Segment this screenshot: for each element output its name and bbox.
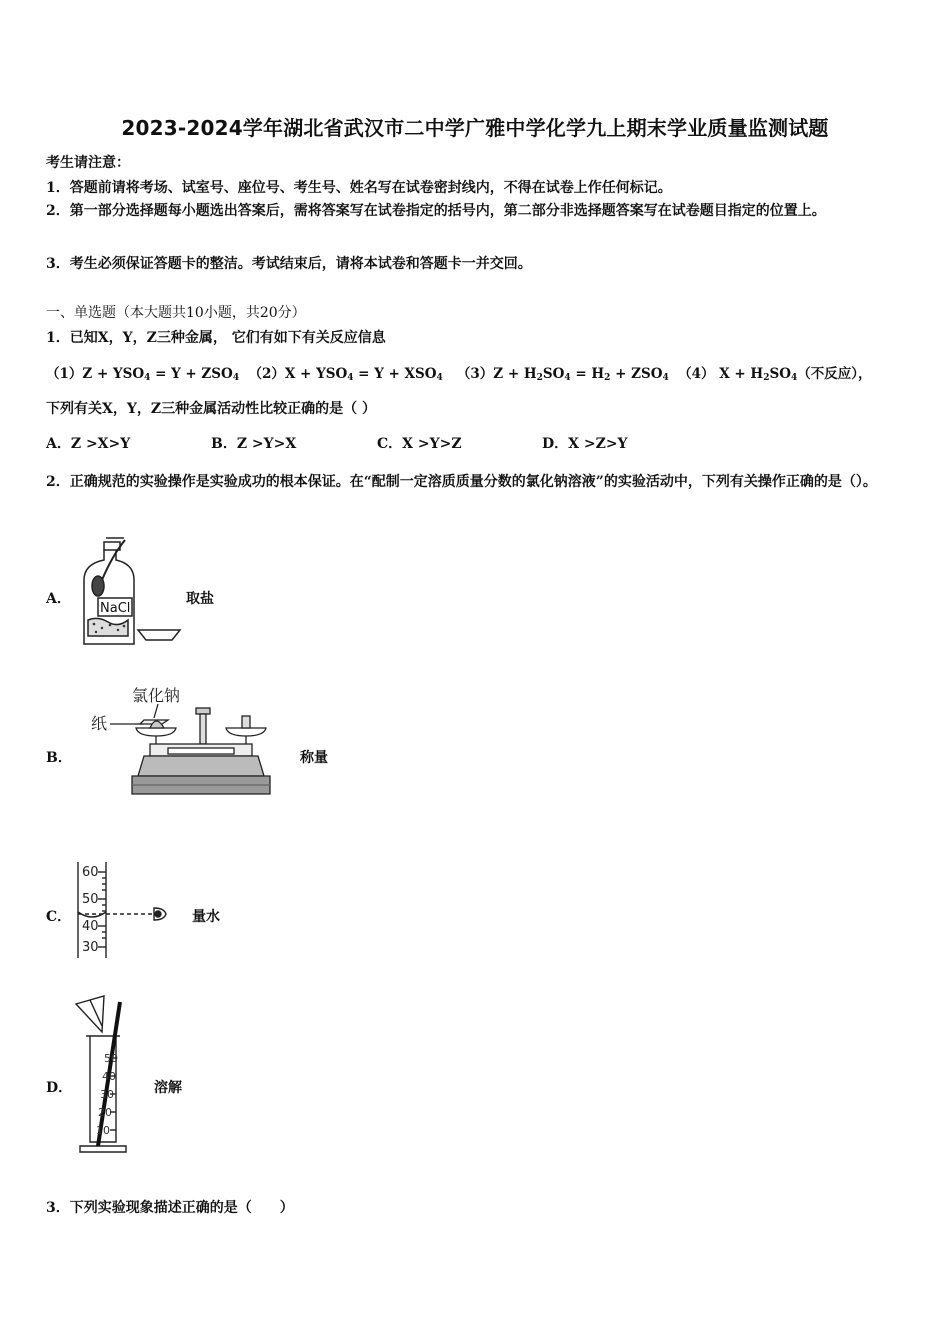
- subscript: 2: [604, 373, 611, 383]
- reaction-1-rest: = Y + ZSO: [150, 366, 233, 382]
- q2-option-a-label: 取盐: [186, 591, 214, 607]
- spoon-bowl: [92, 576, 104, 596]
- cyl-tick: 30: [82, 940, 99, 955]
- reaction-2: （2）X + YSO: [248, 366, 348, 382]
- reaction-1: （1）Z + YSO: [46, 366, 145, 382]
- q3-stem: 3．下列实验现象描述正确的是（ ）: [46, 1200, 294, 1216]
- subscript: 4: [144, 373, 151, 383]
- q1-option-b[interactable]: B．Z >Y>X: [211, 436, 297, 452]
- reaction-3: （3）Z + H: [456, 366, 537, 382]
- dissolving-figure: [74, 996, 154, 1156]
- beaker-tick: 30: [100, 1088, 114, 1101]
- cyl-tick: 50: [82, 892, 99, 907]
- section-heading: 一、单选题（本大题共10小题，共20分）: [46, 305, 306, 321]
- subscript: 4: [347, 373, 354, 383]
- notice-item-2: 2．第一部分选择题每小题选出答案后，需将答案写在试卷指定的括号内，第二部分非选择题答案写在试卷题目指定的位置上。: [46, 203, 826, 219]
- q1-stem: 1．已知X，Y，Z三种金属， 它们有如下有关反应信息: [46, 330, 386, 346]
- nacl-label: NaCl: [100, 601, 131, 616]
- subscript: 4: [232, 373, 240, 383]
- q2-option-c-label: 量水: [192, 909, 220, 925]
- subscript: 2: [763, 373, 770, 383]
- q1-question: 下列有关X，Y，Z三种金属活动性比较正确的是（ ）: [46, 401, 376, 417]
- subscript: 4: [564, 373, 571, 383]
- beaker-tick: 10: [96, 1124, 110, 1137]
- q1-option-c[interactable]: C．X >Y>Z: [377, 436, 462, 452]
- subscript: 4: [436, 373, 443, 383]
- notice-item-1: 1．答题前请将考场、试室号、座位号、考生号、姓名写在试卷密封线内，不得在试卷上作任何标记。: [46, 180, 672, 196]
- reaction-2-rest: = Y + XSO: [353, 366, 437, 382]
- reaction-4: （4） X + H: [678, 366, 764, 382]
- q2-option-b-label: 称量: [300, 750, 328, 766]
- subscript: 4: [662, 373, 669, 383]
- q2-stem: 2．正确规范的实验操作是实验成功的根本保证。在“配制一定溶质质量分数的氯化钠溶液”的实验活动中，下列有关操作正确的是（）。: [46, 474, 877, 490]
- beaker-tick: 50: [104, 1052, 118, 1065]
- reaction-4-tail: （不反应），: [797, 366, 872, 382]
- balance-paper-text: 纸: [91, 714, 108, 733]
- q2-option-d-label: 溶解: [154, 1080, 182, 1096]
- page-title: 2023-2024学年湖北省武汉市二中学广雅中学化学九上期末学业质量监测试题: [121, 116, 829, 140]
- cyl-tick: 40: [82, 919, 99, 934]
- subscript: 2: [536, 373, 543, 383]
- cyl-tick: 60: [82, 865, 99, 880]
- dish: [138, 630, 180, 640]
- graduated-cylinder-figure: [74, 862, 184, 962]
- q1-option-a[interactable]: A．Z >X>Y: [46, 436, 131, 452]
- q1-reactions: [46, 362, 872, 383]
- reaction-4-a: SO: [769, 366, 791, 382]
- q1-option-d[interactable]: D．X >Z>Y: [542, 436, 628, 452]
- beaker-tick: 40: [102, 1070, 116, 1083]
- balance-nacl-text: 氯化钠: [132, 686, 181, 705]
- q2-option-c-letter[interactable]: C．: [46, 909, 72, 925]
- notice-heading: 考生请注意：: [46, 155, 130, 171]
- reaction-3-c: + ZSO: [610, 366, 663, 382]
- notice-item-3: 3．考生必须保证答题卡的整洁。考试结束后，请将本试卷和答题卡一并交回。: [46, 256, 532, 272]
- salt-jar-figure: [76, 536, 186, 648]
- q2-option-d-letter[interactable]: D．: [46, 1080, 73, 1096]
- beaker-tick: 20: [98, 1106, 112, 1119]
- balance-figure: [88, 684, 278, 800]
- reaction-3-a: SO: [542, 366, 565, 382]
- q2-option-b-letter[interactable]: B．: [46, 750, 72, 766]
- subscript: 4: [790, 373, 798, 383]
- reaction-3-b: = H: [570, 366, 605, 382]
- q2-option-a-letter[interactable]: A．: [46, 591, 71, 607]
